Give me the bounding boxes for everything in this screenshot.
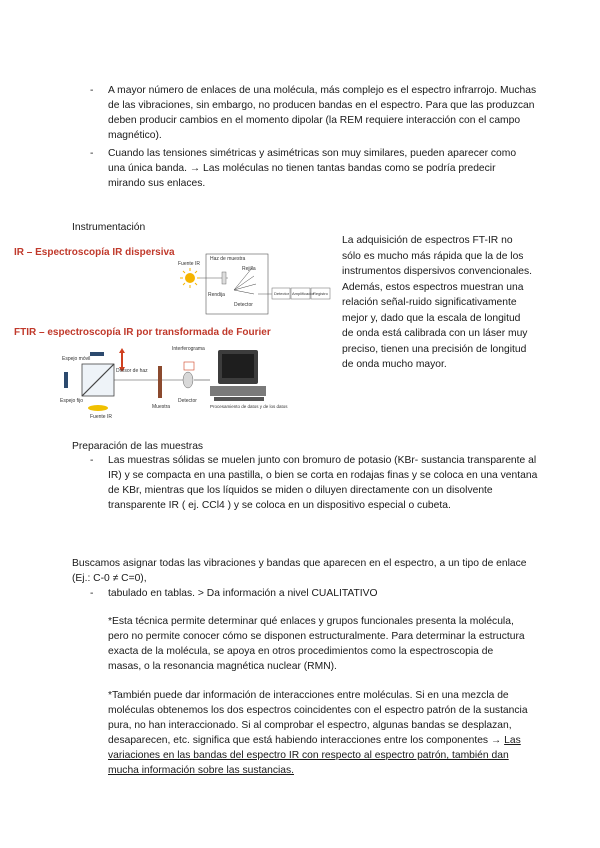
ftir-detector-label: Detector [178, 398, 197, 404]
sample-cell [222, 272, 226, 284]
ir-source-sun-icon [180, 268, 200, 288]
fixed-mirror [64, 372, 68, 388]
box-detector: Detector [274, 291, 290, 296]
slit-label: Rendija [208, 292, 225, 298]
computer-base [210, 386, 266, 396]
ir-source-label: Fuente IR [178, 261, 200, 267]
section-heading-preparation: Preparación de las muestras [72, 441, 204, 452]
moving-mirror-label: Espejo móvil [62, 356, 91, 362]
ir-source-lamp [88, 405, 108, 411]
beamsplitter-label: Divisor de haz [116, 368, 148, 374]
bullet-text-preparation: Las muestras sólidas se muelen junto con bromuro de potasio (KBr- sustancia transparente al IR) y se compacta en una pastilla, o bien se corta en rodajas finas y se coloca en una ventana de KBr, mientras que los líquidos se miden o diluyen directamente con un disolvente transparente IR ( ej. CCl4 ) y se coloca en un dispositivo especial o cubeta. [108, 455, 538, 511]
ir-dispersive-diagram [176, 250, 332, 316]
ftir-diagram [60, 342, 288, 422]
fixed-mirror-label: Espejo fijo [60, 398, 84, 404]
bullet-text-dipole: A mayor número de enlaces de una molécula, más complejo es el espectro infrarrojo. Muchas de las vibraciones, sin embargo, no producen bandas en el espectro. Para que las produzcan deben producir cambios en el momento dipolar (la REM requiere interacción con el campo magnético). [108, 85, 537, 141]
interferogram-label: Interferograma [172, 346, 205, 352]
note-interactions [108, 688, 533, 778]
sample-slab [158, 366, 162, 398]
ir-dispersive-label: IR – Espectroscopía IR dispersiva [14, 247, 175, 258]
grating-label: Rejilla [242, 266, 256, 272]
ftir-source-label: Fuente IR [90, 414, 112, 420]
bullet-text-bands: Cuando las tensiones simétricas y asimétricas son muy similares, pueden aparecer como una única banda. → Las moléculas no tienen tantas bandas como se podría predecir mirando sus enlaces. [108, 148, 517, 189]
ftir-label: FTIR – espectroscopía IR por transformada de Fourier [14, 327, 271, 338]
note-interactions-text: *También puede dar información de interacciones entre moléculas. Si en una mezcla de moléculas obtenemos los dos espectros coincidentes con el espectro patrón de la sustancia pura, no han interaccionado. Si al comprobar el espectro, algunas bandas se desplazan, desaparecen, etc. significa que está habiendo interacciones entre los componentes → [108, 690, 528, 746]
detector-lens [183, 372, 193, 388]
section-heading-instrumentation: Instrumentación [72, 222, 146, 233]
detector-label: Detector [234, 302, 253, 308]
ftir-advantages-text: La adquisición de espectros FT-IR no sólo es mucho más rápida que la de los instrumentos dispersivos convencionales. Además, estos espectros muestran una relación señal-ruido significativamente mejor y, dado que la escala de longitud de onda está calibrada con un láser muy preciso, tienen una precisión de longitud de onda mucho mayor. [342, 235, 533, 370]
computer-label: Procesamiento de datos y de los datos [210, 404, 288, 409]
assignment-intro: Buscamos asignar todas las vibraciones y bandas que aparecen en el espectro, a un tipo de enlace (Ej.: C-0 ≠ C=0), [72, 558, 527, 584]
bullet-mark: - [90, 588, 94, 599]
bullet-mark: - [90, 148, 94, 159]
bullet-text-tabulated: tabulado en tablas. > Da información a nivel CUALITATIVO [108, 588, 378, 599]
note-interactions-underlined: Las variaciones en las bandas del espectro IR con respecto al espectro patrón, también dan mucha información sobre las sustancias. [108, 735, 521, 776]
moving-mirror [90, 352, 104, 356]
note-structure: *Esta técnica permite determinar qué enlaces y grupos funcionales presenta la molécula, pero no permite conocer cómo se disponen estructuralmente. Para determinar la estructura exacta de la molécula, se apoya en otros procedimientos como la espectroscopia de masas, o la resonancia magnética nuclear (RMN). [108, 616, 525, 672]
box-amplifier: Amplificador [292, 291, 315, 296]
sample-beam-label: Haz de muestra [210, 256, 246, 262]
bullet-mark: - [90, 455, 94, 466]
bullet-mark: - [90, 85, 94, 96]
box-recorder: Registro [313, 291, 328, 296]
ftir-sample-label: Muestra [152, 404, 171, 410]
